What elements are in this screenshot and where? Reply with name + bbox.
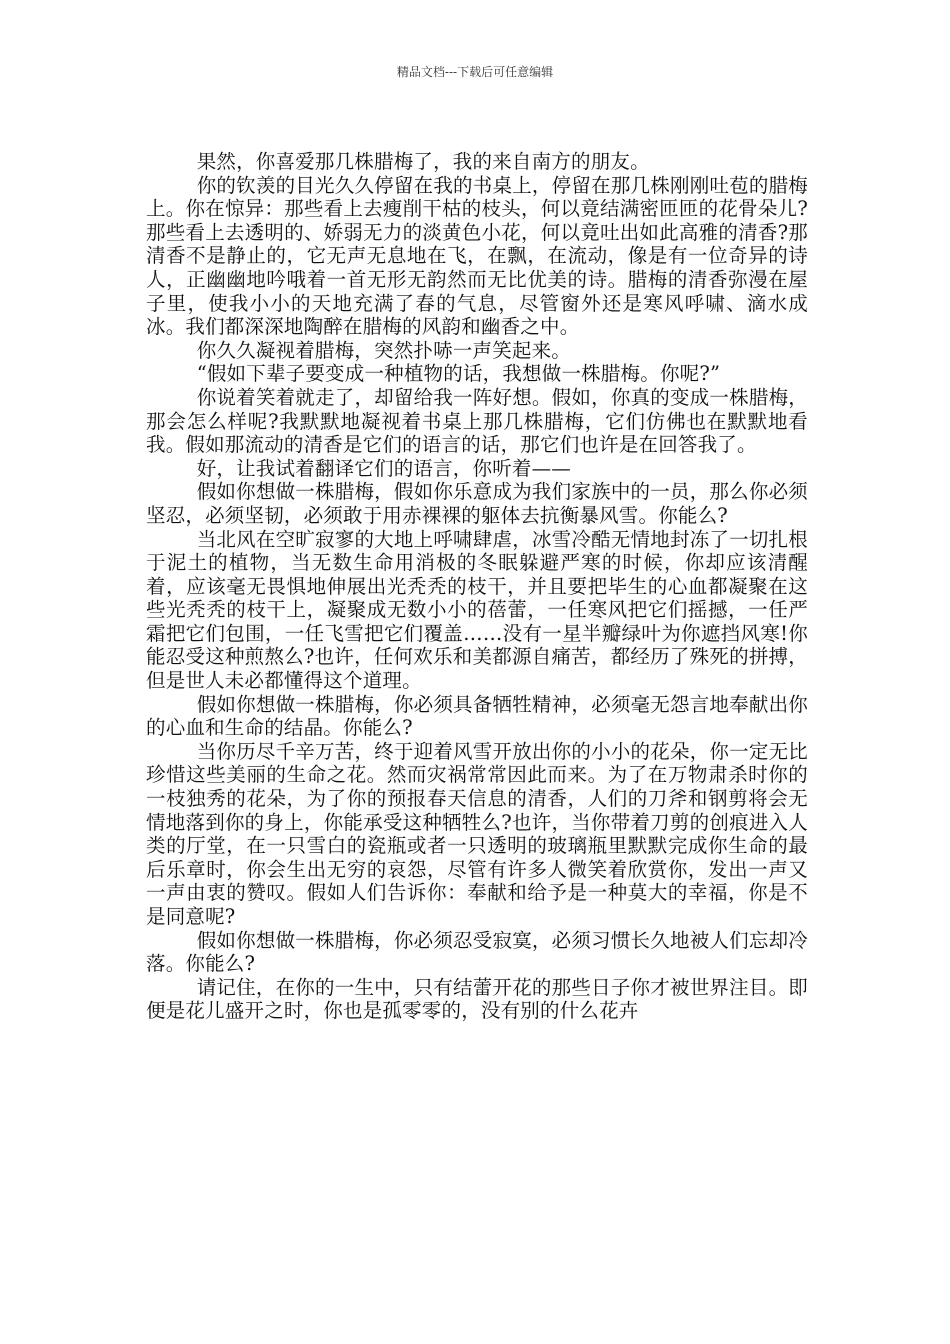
paragraph: “假如下辈子要变成一种植物的话，我想做一株腊梅。你呢?” <box>196 362 721 386</box>
article-body <box>146 150 808 1023</box>
paragraph: 假如你想做一株腊梅，你必须具备牺牲精神，必须毫无怨言地奉献出你的心血和生命的结晶。你能么? <box>146 692 808 740</box>
paragraph: 请记住，在你的一生中，只有结蕾开花的那些日子你才被世界注目。即便是花儿盛开之时，你也是孤零零的，没有别的什么花卉 <box>146 975 808 1023</box>
paragraph: 你久久凝视着腊梅，突然扑哧一声笑起来。 <box>196 338 571 362</box>
paragraph: 当你历尽千辛万苦，终于迎着风雪开放出你的小小的花朵，你一定无比珍惜这些美丽的生命之花。然而灾祸常常因此而来。为了在万物肃杀时你的一枝独秀的花朵，为了你的预报春天信息的清香，人们的刀斧和钢剪将会无情地落到你的身上，你能承受这种牺牲么?也许，当你带着刀剪的创痕进入人类的厅堂，在一只雪白的瓷瓶或者一只透明的玻璃瓶里默默完成你生命的最后乐章时，你会生出无穷的哀怨，尽管有许多人微笑着欣赏你，发出一声又一声由衷的赞叹。假如人们告诉你：奉献和给予是一种莫大的幸福，你是不是同意呢? <box>146 739 808 928</box>
paragraph: 假如你想做一株腊梅，你必须忍受寂寞，必须习惯长久地被人们忘却冷落。你能么? <box>146 928 808 976</box>
paragraph: 当北风在空旷寂寥的大地上呼啸肆虐，冰雪冷酷无情地封冻了一切扎根于泥土的植物，当无数生命用消极的冬眠躲避严寒的时候，你却应该清醒着，应该毫无畏惧地伸展出光秃秃的枝干，并且要把毕生的心血都凝聚在这些光秃秃的枝干上，凝聚成无数小小的蓓蕾，一任寒风把它们摇撼，一任严霜把它们包围，一任飞雪把它们覆盖……没有一星半瓣绿叶为你遮挡风寒!你能忍受这种煎熬么?也许，任何欢乐和美都源自痛苦，都经历了殊死的拼搏，但是世人未必都懂得这个道理。 <box>146 527 808 693</box>
paragraph: 果然，你喜爱那几株腊梅了，我的来自南方的朋友。 <box>196 150 650 173</box>
paragraph: 你说着笑着就走了，却留给我一阵好想。假如，你真的变成一株腊梅，那会怎么样呢?我默默地凝视着书桌上那几株腊梅，它们仿佛也在默默地看我。假如那流动的清香是它们的语言的话，那它们也许是在回答我了。 <box>146 385 808 457</box>
paragraph: 假如你想做一株腊梅，假如你乐意成为我们家族中的一员，那么你必须坚忍，必须坚韧，必须敢于用赤裸裸的躯体去抗衡暴风雪。你能么? <box>146 480 808 527</box>
paragraph: 你的钦羡的目光久久停留在我的书桌上，停留在那几株刚刚吐苞的腊梅上。你在惊异：那些看上去瘦削干枯的枝头，何以竟结满密匝匝的花骨朵儿?那些看上去透明的、娇弱无力的淡黄色小花，何以竟吐出如此高雅的清香?那清香不是静止的，它无声无息地在飞，在飘，在流动，像是有一位奇异的诗人，正幽幽地吟哦着一首无形无韵然而无比优美的诗。腊梅的清香弥漫在屋子里，使我小小的天地充满了春的气息，尽管窗外还是寒风呼啸、滴水成冰。我们都深深地陶醉在腊梅的风韵和幽香之中。 <box>146 173 808 339</box>
paragraph: 好，让我试着翻译它们的语言，你听着—— <box>196 456 571 480</box>
page-header: 精品文档---下载后可任意编辑 <box>396 65 554 79</box>
